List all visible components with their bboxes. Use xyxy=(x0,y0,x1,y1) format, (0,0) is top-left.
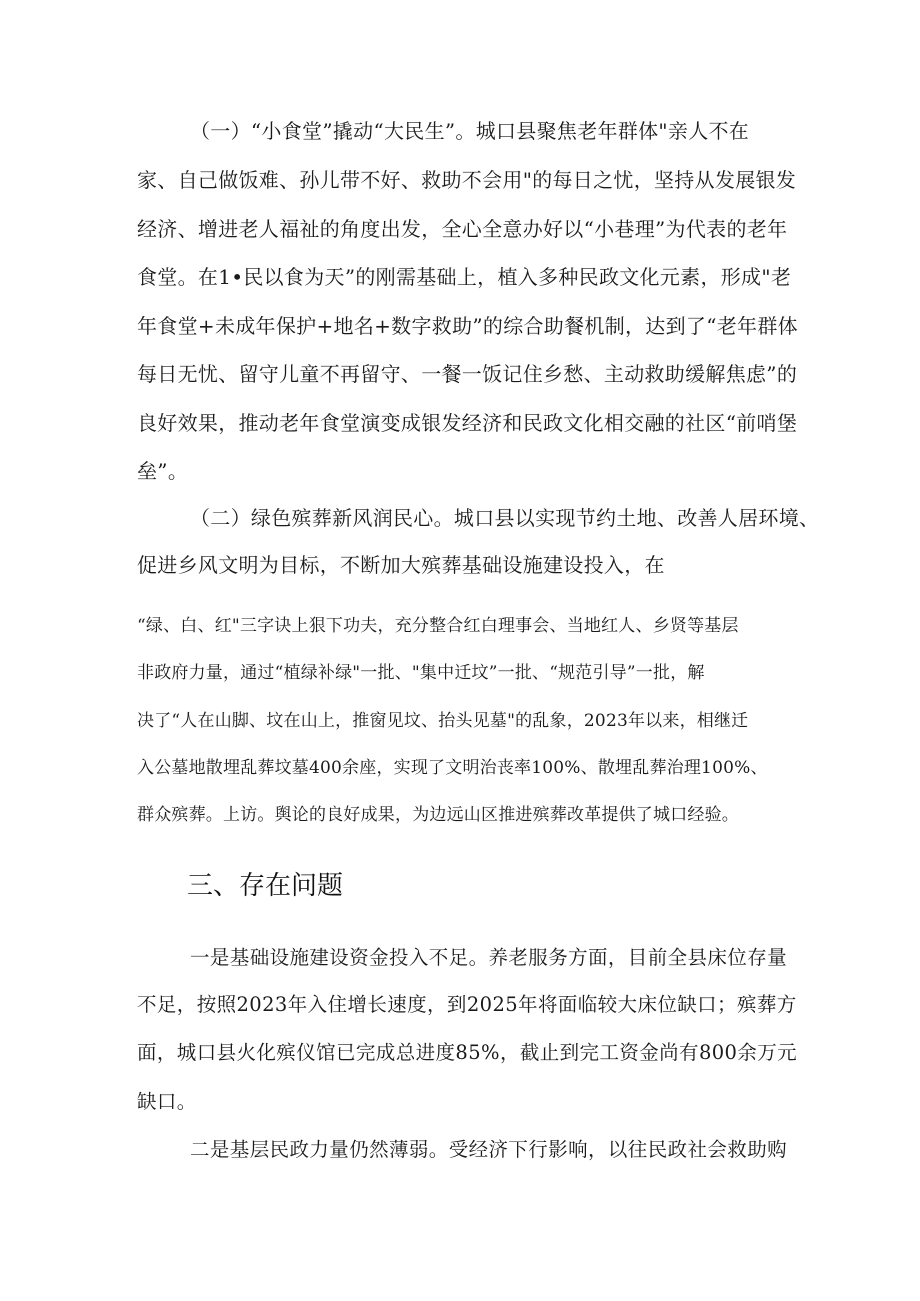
text-line: 促进乡风文明为目标，不断加大殡葬基础设施建设投入，在 xyxy=(137,553,665,577)
text-line: 年食堂+未成年保护+地名+数字救助”的综合助餐机制，达到了“老年群体 xyxy=(137,314,798,338)
text-line: （二）绿色殡葬新风润民心。城口县以实现节约土地、改善人居环境、 xyxy=(190,506,820,530)
text-line: 入公墓地散埋乱葬坟墓400余座，实现了文明治丧率100%、散埋乱葬治理100%、 xyxy=(137,758,768,778)
text-line: 非政府力量，通过“植绿补绿"一批、"集中迁坟”一批、“规范引导”一批，解 xyxy=(137,663,705,683)
text-line: 面，城口县火化殡仪馆已完成总进度85%，截止到完工资金尚有800余万元 xyxy=(137,1041,798,1064)
text-line: 二是基层民政力量仍然薄弱。受经济下行影响，以往民政社会救助购 xyxy=(190,1138,788,1161)
text-line: 决了“人在山脚、坟在山上，推窗见坟、抬头见墓"的乱象，2023年以来，相继迁 xyxy=(137,711,749,731)
text-line: 不足，按照2023年入住增长速度，到2025年将面临较大床位缺口；殡葬方 xyxy=(137,993,797,1016)
text-line: 垒”。 xyxy=(137,459,189,483)
text-line: 经济、增进老人福祉的角度出发，全心全意办好以“小巷理”为代表的老年 xyxy=(137,217,788,241)
text-line: “绿、白、红"三字诀上狠下功夫，充分整合红白理事会、当地红人、乡贤等基层 xyxy=(137,616,739,636)
section-heading: 三、存在问题 xyxy=(187,871,344,901)
text-line: 良好效果，推动老年食堂演变成银发经济和民政文化相交融的社区“前哨堡 xyxy=(137,411,798,435)
text-line: 家、自己做饭难、孙儿带不好、救助不会用"的每日之忧，坚持从发展银发 xyxy=(137,168,797,192)
text-line: 缺口。 xyxy=(137,1090,197,1113)
text-line: 食堂。在1•民以食为天”的刚需基础上，植入多种民政文化元素，形成"老 xyxy=(137,265,792,289)
text-line: 每日无忧、留守儿童不再留守、一餐一饭记住乡愁、主动救助缓解焦虑”的 xyxy=(137,362,798,386)
text-line: （一）“小食堂”撬动“大民生”。城口县聚焦老年群体"亲人不在 xyxy=(190,119,750,143)
text-line: 群众殡葬。上访。舆论的良好成果，为边远山区推进殡葬改革提供了城口经验。 xyxy=(137,805,739,825)
text-line: 一是基础设施建设资金投入不足。养老服务方面，目前全县床位存量 xyxy=(190,946,788,969)
